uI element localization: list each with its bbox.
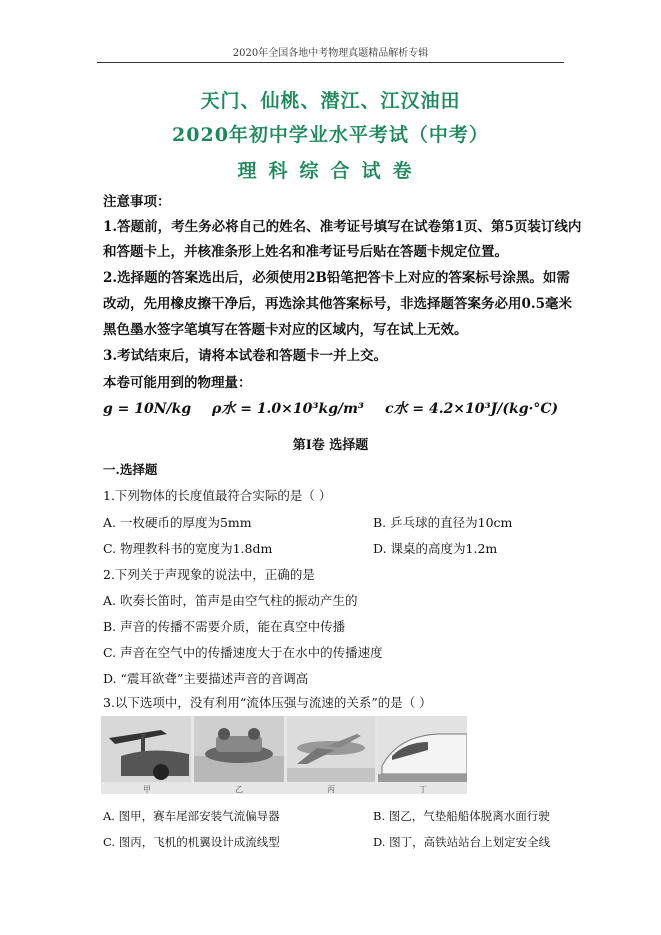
- page-header: 2020年全国各地中考物理真题精品解析专辑: [232, 48, 429, 59]
- q3-stem: 3.以下选项中，没有利用“流体压强与流速的关系”的是（ ）: [103, 695, 432, 710]
- formula-c: c水 = 4.2×10³J/(kg·°C): [384, 401, 559, 417]
- q3-option-c: C. 图丙，飞机的机翼设计成流线型: [103, 835, 280, 849]
- formula-rho: ρ水 = 1.0×10³kg/m³: [212, 401, 365, 417]
- notice-line: 3.考试结束后，请将本试卷和答题卡一并上交。: [103, 348, 388, 364]
- hovercraft-image: [194, 716, 284, 782]
- notice-line: 2.选择题的答案选出后，必须使用2B铅笔把答卡上对应的答案标号涂黑。如需: [103, 270, 570, 286]
- section-title: 第Ⅰ卷 选择题: [292, 438, 369, 453]
- race-car-spoiler-image: [101, 716, 191, 782]
- q3-option-a: A. 图甲，赛车尾部安装气流偏导器: [103, 809, 280, 823]
- q3-option-d: D. 图丁，高铁站站台上划定安全线: [373, 835, 551, 849]
- q1-stem: 1.下列物体的长度值最符合实际的是（ ）: [103, 488, 332, 503]
- figure-caption: 丙: [327, 785, 335, 794]
- constants-heading: 本卷可能用到的物理量：: [103, 375, 252, 391]
- high-speed-train-image: [378, 716, 467, 782]
- q2-stem: 2.下列关于声现象的说法中，正确的是: [103, 567, 315, 582]
- q2-option-d: D. “震耳欲聋”主要描述声音的音调高: [103, 671, 309, 686]
- q1-option-d: D. 课桌的高度为1.2m: [373, 541, 498, 556]
- notice-line: 黑色墨水签字笔填写在答题卡对应的区域内，写在试上无效。: [103, 322, 468, 338]
- notice-line: 改动，先用橡皮擦干净后，再选涂其他答案标号，非选择题答案务必用0.5毫米: [103, 296, 572, 312]
- q2-option-b: B. 声音的传播不需要介质，能在真空中传播: [103, 619, 346, 634]
- notice-heading: 注意事项：: [103, 194, 171, 210]
- q2-option-a: A. 吹奏长笛时，笛声是由空气柱的振动产生的: [103, 593, 358, 608]
- title-region: 天门、仙桃、潜江、江汉油田: [200, 90, 461, 112]
- figure-caption: 乙: [235, 785, 243, 794]
- figure-caption: 甲: [143, 785, 151, 794]
- section-sub: 一.选择题: [103, 462, 158, 477]
- constants-formula: [103, 398, 574, 418]
- q1-option-c: C. 物理教科书的宽度为1.8dm: [103, 541, 273, 556]
- formula-g: g = 10N/kg: [103, 401, 192, 417]
- q1-option-b: B. 乒乓球的直径为10cm: [373, 515, 513, 530]
- notice-line: 1.答题前，考生务必将自己的姓名、准考证号填写在试卷第1页、第5页装订线内: [103, 219, 582, 235]
- title-subject: 理科综合试卷: [237, 160, 424, 182]
- q3-option-b: B. 图乙，气垫船船体脱离水面行驶: [373, 809, 550, 823]
- q3-figure-strip: [101, 716, 467, 794]
- header-rule: [97, 62, 564, 63]
- figure-caption: 丁: [419, 785, 427, 794]
- q2-option-c: C. 声音在空气中的传播速度大于在水中的传播速度: [103, 645, 383, 660]
- title-exam: 2020年初中学业水平考试（中考）: [172, 124, 489, 146]
- notice-line: 和答题卡上，并核准条形上姓名和准考证号后贴在答题卡规定位置。: [103, 244, 508, 260]
- q1-option-a: A. 一枚硬币的厚度为5mm: [103, 515, 252, 530]
- airplane-image: [287, 716, 375, 782]
